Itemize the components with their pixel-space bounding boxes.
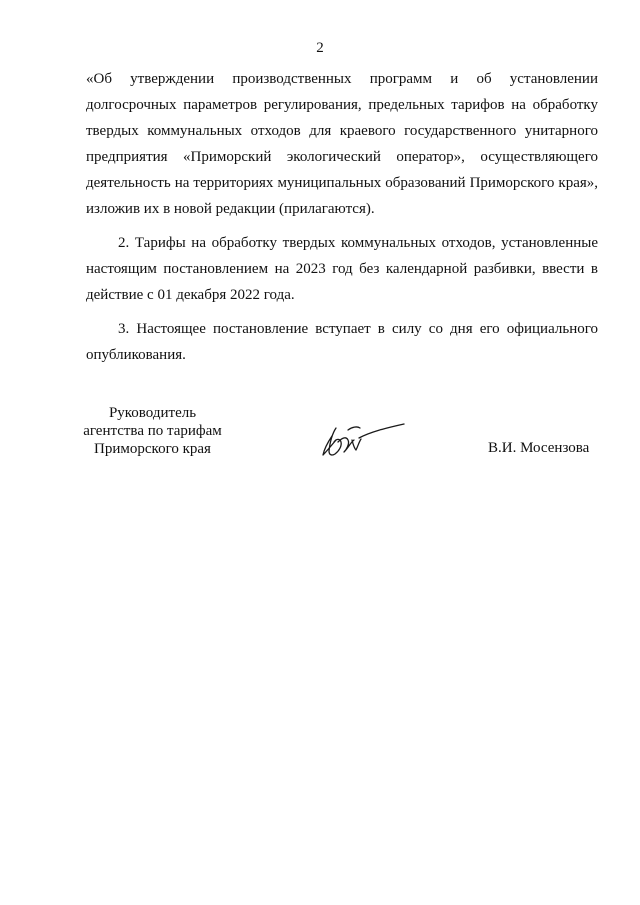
document-body (86, 66, 598, 368)
paragraph-3 (86, 316, 598, 368)
paragraph-1-line: предприятия «Приморский экологический оператор», осуществляющего (86, 149, 598, 165)
paragraph-2-line: 2. Тарифы на обработку твердых коммунальных отходов, установленные (118, 235, 598, 251)
paragraph-1-line: твердых коммунальных отходов для краевого государственного унитарного (86, 123, 598, 139)
signatory-title-line: Руководитель (108, 405, 197, 421)
paragraph-3-line: опубликования. (86, 347, 186, 363)
paragraph-1-line: деятельность на территориях муниципальных образований Приморского края», (86, 175, 598, 191)
handwritten-signature-icon (318, 418, 408, 462)
signatory-title-line: Приморского края (94, 441, 211, 457)
page-number: 2 (316, 40, 324, 56)
paragraph-2 (86, 230, 598, 308)
paragraph-2-line: действие с 01 декабря 2022 года. (86, 287, 295, 303)
signer-name: В.И. Мосензова (488, 440, 590, 456)
paragraph-1-line: «Об утверждении производственных программ и об установлении (86, 71, 598, 87)
paragraph-1 (86, 66, 598, 222)
paragraph-3-line: 3. Настоящее постановление вступает в силу со дня его официального (118, 321, 598, 337)
paragraph-1-line: долгосрочных параметров регулирования, предельных тарифов на обработку (86, 97, 598, 113)
paragraph-2-line: настоящим постановлением на 2023 год без календарной разбивки, ввести в (86, 261, 598, 277)
paragraph-1-line: изложив их в новой редакции (прилагаются). (86, 201, 375, 217)
signatory-title-line: агентства по тарифам (83, 423, 222, 439)
signatory-title (80, 404, 225, 458)
